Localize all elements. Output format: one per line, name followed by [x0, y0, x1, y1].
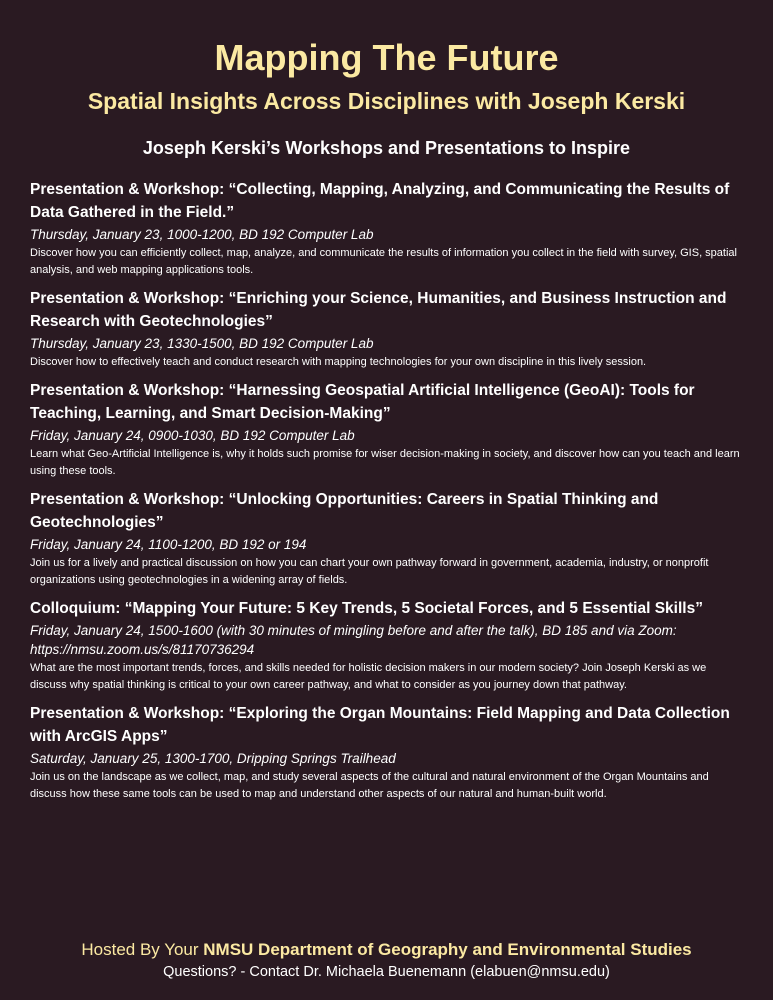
event-item-4	[30, 488, 743, 589]
event-description: What are the most important trends, forces, and skills needed for holistic decision makers in our modern society? Join Joseph Kerski as we discuss why spatial thinking is critical to your own career pathway, and what to consider as you journey down that pathway.	[30, 662, 707, 691]
event-title: Presentation & Workshop: “Collecting, Mapping, Analyzing, and Communicating the Results of Data Gathered in the Field.”	[30, 181, 730, 221]
page-title: Mapping The Future	[214, 37, 559, 78]
event-title: Presentation & Workshop: “Unlocking Opportunities: Careers in Spatial Thinking and Geotechnologies”	[30, 491, 659, 531]
event-datetime: Saturday, January 25, 1300-1700, Dripping Springs Trailhead	[30, 751, 396, 766]
event-description: Join us for a lively and practical discussion on how you can chart your own pathway forward in government, academia, industry, or nonprofit organizations using geotechnologies in a widening array of fields.	[30, 557, 709, 586]
event-description: Discover how to effectively teach and conduct research with mapping technologies for your own discipline in this lively session.	[30, 356, 647, 368]
event-datetime: Friday, January 24, 1100-1200, BD 192 or 194	[30, 537, 307, 552]
event-title: Colloquium: “Mapping Your Future: 5 Key Trends, 5 Societal Forces, and 5 Essential Skills”	[30, 600, 703, 617]
event-datetime: Friday, January 24, 1500-1600 (with 30 minutes of mingling before and after the talk), BD 185 and via Zoom: https://nmsu.zoom.us/s/81170736294	[30, 623, 677, 657]
event-title: Presentation & Workshop: “Harnessing Geospatial Artificial Intelligence (GeoAI): Tools for Teaching, Learning, and Smart Decision-Making”	[30, 382, 695, 422]
footer	[0, 938, 773, 982]
event-description: Discover how you can efficiently collect, map, analyze, and communicate the results of information you collect in the field with survey, GIS, spatial analysis, and web mapping applications tools.	[30, 247, 737, 276]
event-description: Join us on the landscape as we collect, map, and study several aspects of the cultural and natural environment of the Organ Mountains and discuss how these same tools can be used to map and understand other aspects of our natural and human-built world.	[30, 771, 709, 800]
event-item-6	[30, 702, 743, 803]
section-heading: Joseph Kerski’s Workshops and Presentations to Inspire	[142, 138, 631, 158]
event-title: Presentation & Workshop: “Enriching your Science, Humanities, and Business Instruction and Research with Geotechnologies”	[30, 290, 727, 330]
event-item-2	[30, 287, 743, 371]
department-name: NMSU Department of Geography and Environmental Studies	[203, 940, 692, 959]
event-datetime: Friday, January 24, 0900-1030, BD 192 Computer Lab	[30, 428, 355, 443]
event-description: Learn what Geo-Artificial Intelligence is, why it holds such promise for wiser decision-making in society, and discover how can you teach and learn using these tools.	[30, 448, 740, 477]
hosted-prefix: Hosted By Your	[81, 940, 204, 959]
event-item-5	[30, 597, 743, 694]
event-item-3	[30, 379, 743, 480]
event-item-1	[30, 178, 743, 279]
contact-line: Questions? - Contact Dr. Michaela Buenemann (elabuen@nmsu.edu)	[163, 964, 610, 980]
hosted-by	[0, 938, 773, 962]
event-list	[30, 178, 743, 803]
event-datetime: Thursday, January 23, 1000-1200, BD 192 Computer Lab	[30, 227, 374, 242]
event-datetime: Thursday, January 23, 1330-1500, BD 192 Computer Lab	[30, 336, 374, 351]
page-subtitle: Spatial Insights Across Disciplines with Joseph Kerski	[87, 88, 686, 114]
event-title: Presentation & Workshop: “Exploring the Organ Mountains: Field Mapping and Data Collection with ArcGIS Apps”	[30, 705, 730, 745]
